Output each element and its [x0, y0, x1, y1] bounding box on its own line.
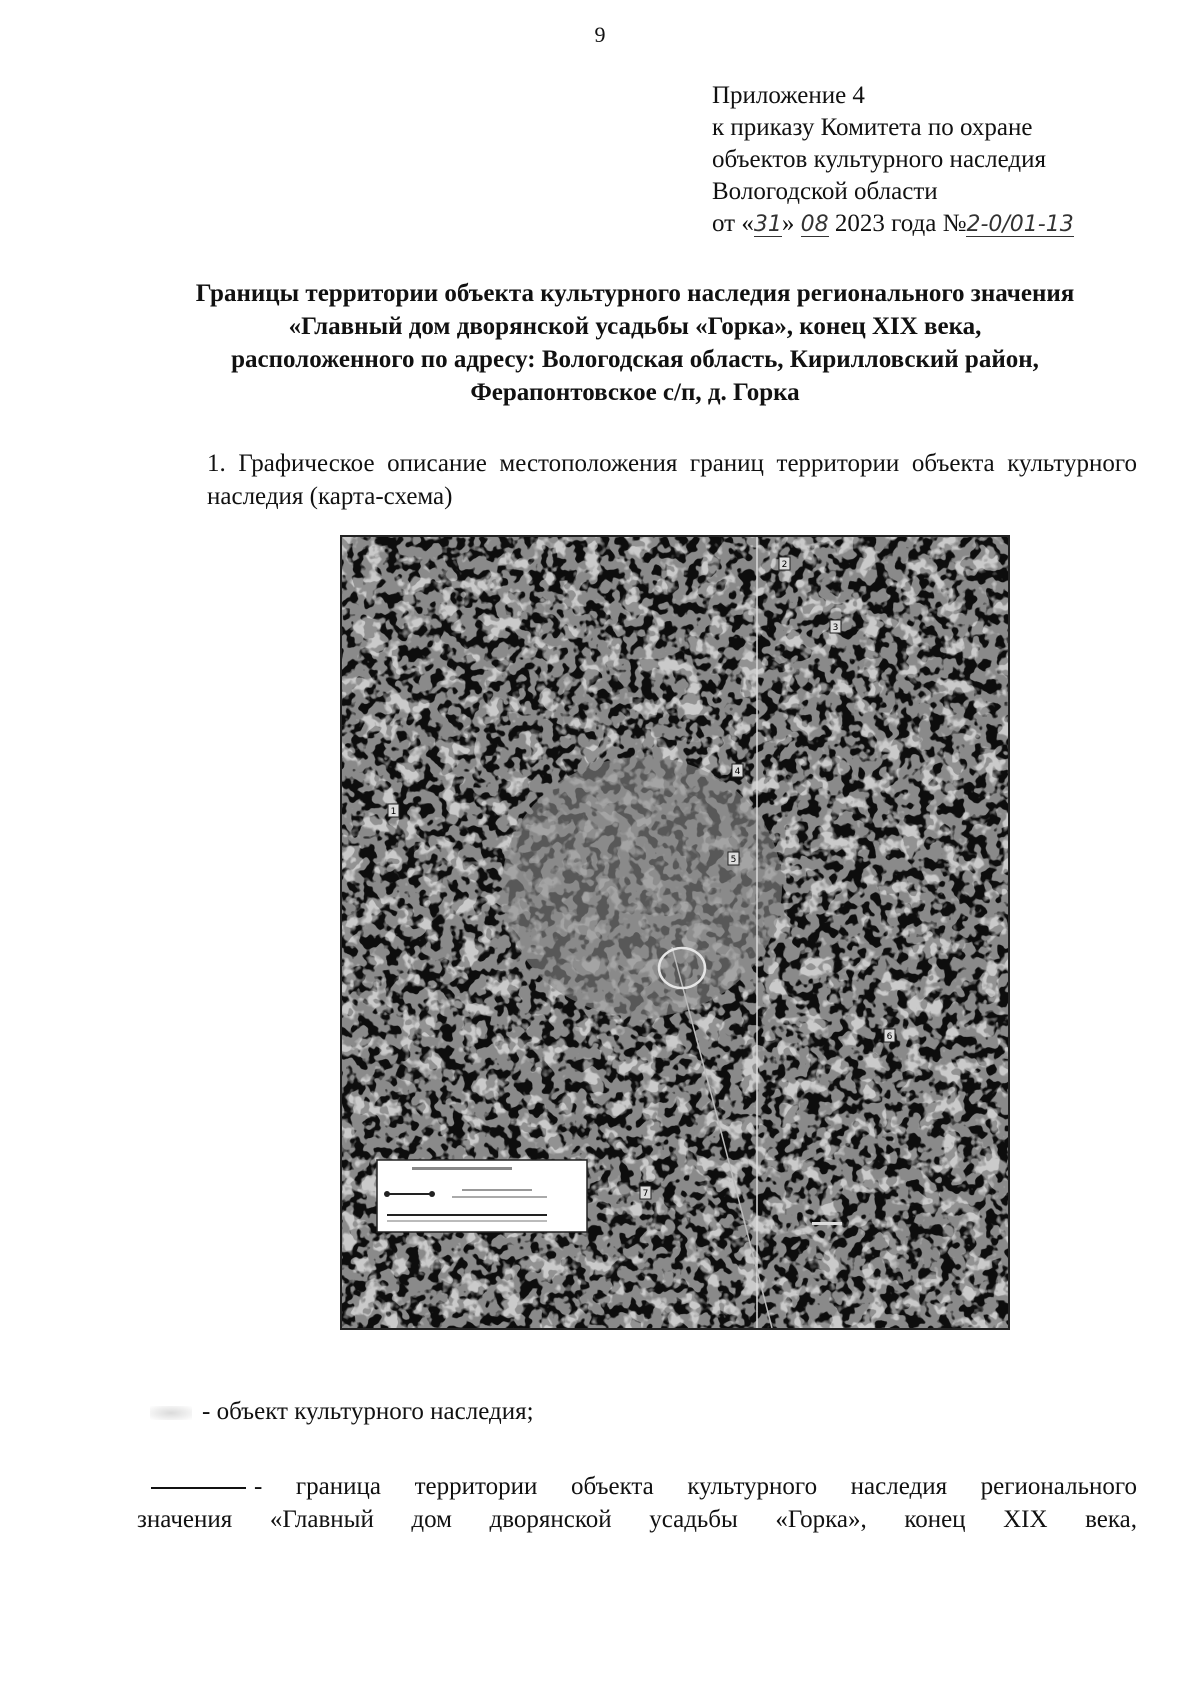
appendix-line: к приказу Комитета по охране — [712, 114, 1033, 141]
boundary-point-1 — [388, 804, 399, 817]
legend-boundary-row — [137, 1470, 1137, 1536]
appendix-line: Приложение 4 — [712, 82, 865, 109]
order-number-handwritten: 2-0/01-13 — [966, 212, 1074, 237]
map-small-feature — [812, 1222, 842, 1225]
appendix-line: объектов культурного наследия — [712, 146, 1046, 173]
point-label-1: 1 — [390, 807, 397, 817]
document-title — [130, 277, 1140, 409]
map-scale-legend-box — [377, 1160, 587, 1232]
date-prefix: от « — [712, 210, 754, 237]
point-label-5: 5 — [730, 855, 737, 865]
legend-boundary-text-2: значения «Главный дом дворянской усадьбы «Горка», конец XIX века, — [137, 1506, 1137, 1533]
appendix-line: Вологодской области — [712, 178, 938, 205]
boundary-point-7 — [640, 1186, 651, 1199]
point-label-3: 3 — [832, 623, 839, 633]
legend-boundary-text-1: - граница территории объекта культурного наследия регионального — [254, 1473, 1137, 1500]
boundary-line-legend-symbol — [151, 1487, 246, 1489]
page-number: 9 — [594, 22, 606, 47]
map-scheme — [340, 535, 1010, 1330]
boundary-point-6 — [884, 1029, 895, 1042]
date-day-handwritten: 31 — [753, 212, 782, 237]
legend-object-row — [150, 1395, 1140, 1428]
date-mid: » — [781, 210, 795, 237]
title-line: расположенного по адресу: Вологодская область, Кирилловский район, — [231, 346, 1039, 373]
appendix-date-line — [712, 208, 1074, 240]
boundary-point-5 — [728, 852, 739, 865]
title-line: «Главный дом дворянской усадьбы «Горка», конец XIX века, — [288, 313, 982, 340]
date-year: 2023 года № — [834, 210, 967, 237]
point-label-6: 6 — [886, 1032, 893, 1042]
legend-object-text: - объект культурного наследия; — [202, 1398, 534, 1425]
boundary-point-3 — [830, 620, 841, 633]
point-label-2: 2 — [781, 560, 788, 570]
title-line: Ферапонтовское с/п, д. Горка — [470, 379, 800, 406]
section-1-text: 1. Графическое описание местоположения границ территории объекта культурного наследия (карта-схема) — [207, 450, 1137, 510]
point-label-4: 4 — [734, 767, 741, 777]
date-month-handwritten: 08 — [800, 212, 829, 237]
boundary-point-4 — [732, 764, 743, 777]
legend-boundary-first-line — [137, 1470, 1137, 1503]
map-clearing — [502, 757, 782, 1017]
appendix-header — [712, 80, 1074, 240]
point-label-7: 7 — [642, 1189, 649, 1199]
heritage-object-legend-symbol — [150, 1406, 192, 1420]
title-line: Границы территории объекта культурного наследия регионального значения — [195, 280, 1075, 307]
map-svg — [342, 537, 1008, 1328]
section-1-paragraph — [137, 447, 1137, 513]
boundary-point-2 — [779, 557, 790, 570]
